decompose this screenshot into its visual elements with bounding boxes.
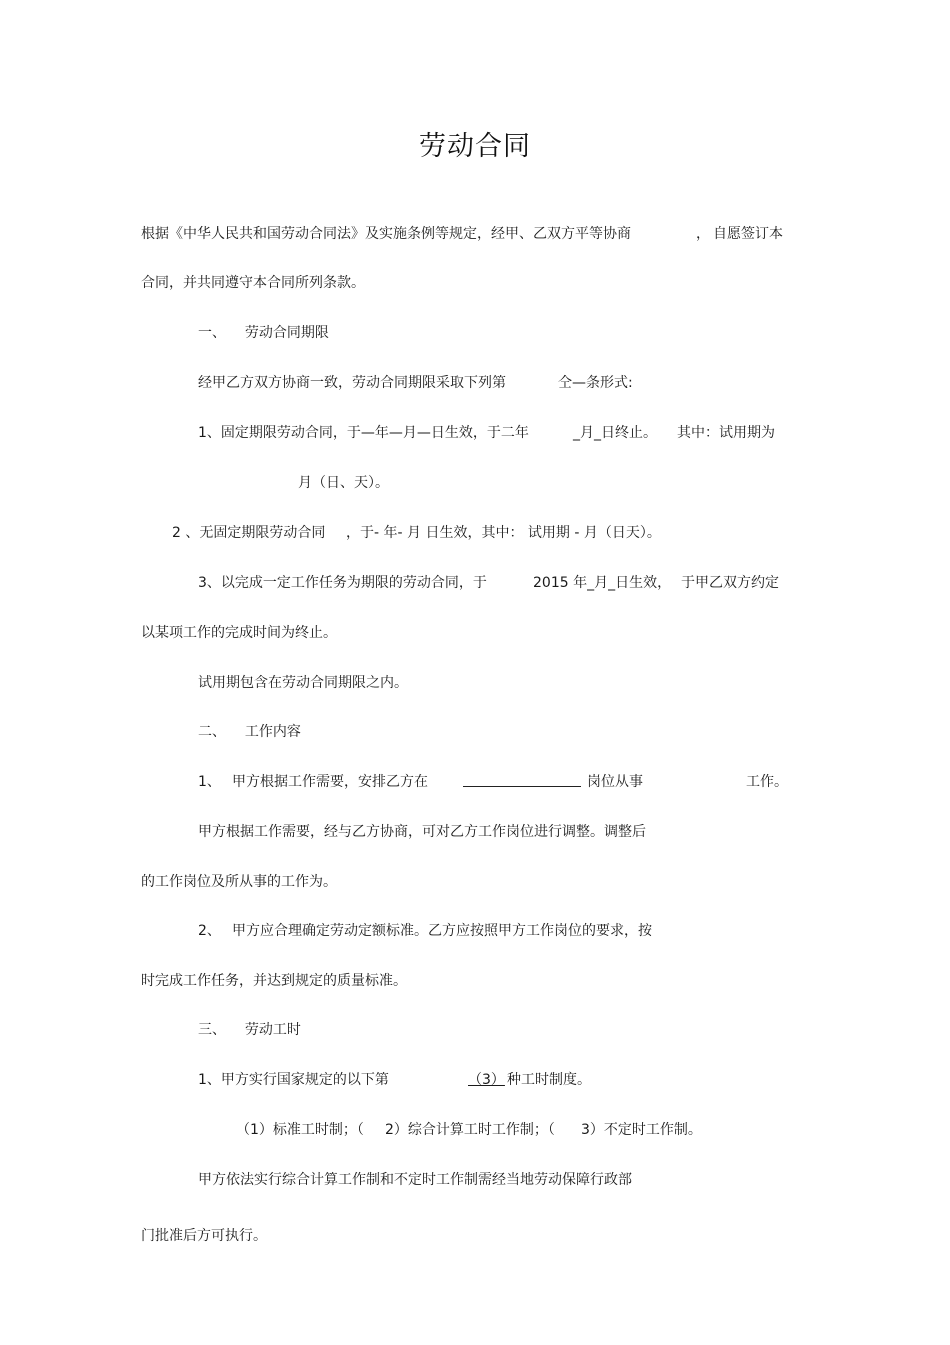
intro-comma: ， <box>696 226 710 242</box>
section3-option1: （1）标准工时制；（ <box>236 1122 364 1138</box>
section2-item1: 甲方根据工作需要，安排乙方在 <box>232 774 428 790</box>
section3-title: 劳动工时 <box>244 1022 301 1038</box>
section1-item1-probation: 其中：试用期为 <box>677 425 775 441</box>
section1-item1-cont: 月（日、天）。 <box>298 475 389 491</box>
intro-line-1 <box>141 225 631 243</box>
section2-heading <box>198 723 301 741</box>
section2-title: 工作内容 <box>244 724 301 740</box>
section1-item2-cont: ，于- 年- 月 日生效，其中： 试用期 - 月（日天）。 <box>346 525 661 541</box>
section2-para1: 甲方根据工作需要，经与乙方协商，可对乙方工作岗位进行调整。调整后 <box>198 824 646 840</box>
position-blank-line <box>463 773 581 787</box>
section1-note: 试用期包含在劳动合同期限之内。 <box>198 675 408 691</box>
position-blank <box>463 773 581 792</box>
section3-option2: 2）综合计算工时工作制；（ <box>385 1122 555 1138</box>
section1-item1-end-date: _月_日终止。 <box>573 425 657 441</box>
intro-line-2: 合同，并共同遵守本合同所列条款。 <box>141 275 365 291</box>
intro-text: 根据《中华人民共和国劳动合同法》及实施条例等规定，经甲、乙双方平等协商 <box>141 226 631 242</box>
section3-number: 三、 <box>198 1022 226 1038</box>
section2-number: 二、 <box>198 724 226 740</box>
section2-item2-num: 2、 <box>198 923 221 939</box>
section1-item3-date: 2015 年_月_日生效， <box>533 575 672 591</box>
section1-item3-cont: 以某项工作的完成时间为终止。 <box>141 625 337 641</box>
section3-item1-end: 种工时制度。 <box>507 1072 591 1088</box>
section1-para1: 经甲乙方双方协商一致，劳动合同期限采取下列第 <box>198 375 506 391</box>
section2-para1-cont: 的工作岗位及所从事的工作为。 <box>141 874 337 890</box>
intro-text-end: 自愿签订本 <box>713 226 783 242</box>
section1-heading <box>198 324 329 342</box>
document-title: 劳动合同 <box>419 131 531 162</box>
section3-para1-cont: 门批准后方可执行。 <box>141 1228 267 1244</box>
section3-para1: 甲方依法实行综合计算工作制和不定时工作制需经当地劳动保障行政部 <box>198 1172 632 1188</box>
section2-item1-num: 1、 <box>198 774 221 790</box>
section1-number: 一、 <box>198 325 226 341</box>
section1-title: 劳动合同期限 <box>244 325 329 341</box>
section2-item2: 甲方应合理确定劳动定额标准。乙方应按照甲方工作岗位的要求，按 <box>232 923 652 939</box>
section1-para1-end: 仝—条形式: <box>558 375 633 391</box>
section3-heading <box>198 1021 301 1039</box>
section2-item1-post: 岗位从事 <box>587 774 643 790</box>
section3-option3: 3）不定时工作制。 <box>581 1122 702 1138</box>
section1-item1: 1、固定期限劳动合同，于—年—月—日生效，于二年 <box>198 425 529 441</box>
section1-item2: 2 、无固定期限劳动合同 <box>172 525 326 541</box>
section2-item1-end: 工作。 <box>746 774 788 790</box>
section1-item3: 3、以完成一定工作任务为期限的劳动合同，于 <box>198 575 487 591</box>
section1-item3-agree: 于甲乙双方约定 <box>681 575 779 591</box>
section3-item1: 1、甲方实行国家规定的以下第 <box>198 1072 389 1088</box>
section3-item1-choice: （3） <box>468 1072 505 1088</box>
section2-item2-cont: 时完成工作任务，并达到规定的质量标准。 <box>141 973 407 989</box>
